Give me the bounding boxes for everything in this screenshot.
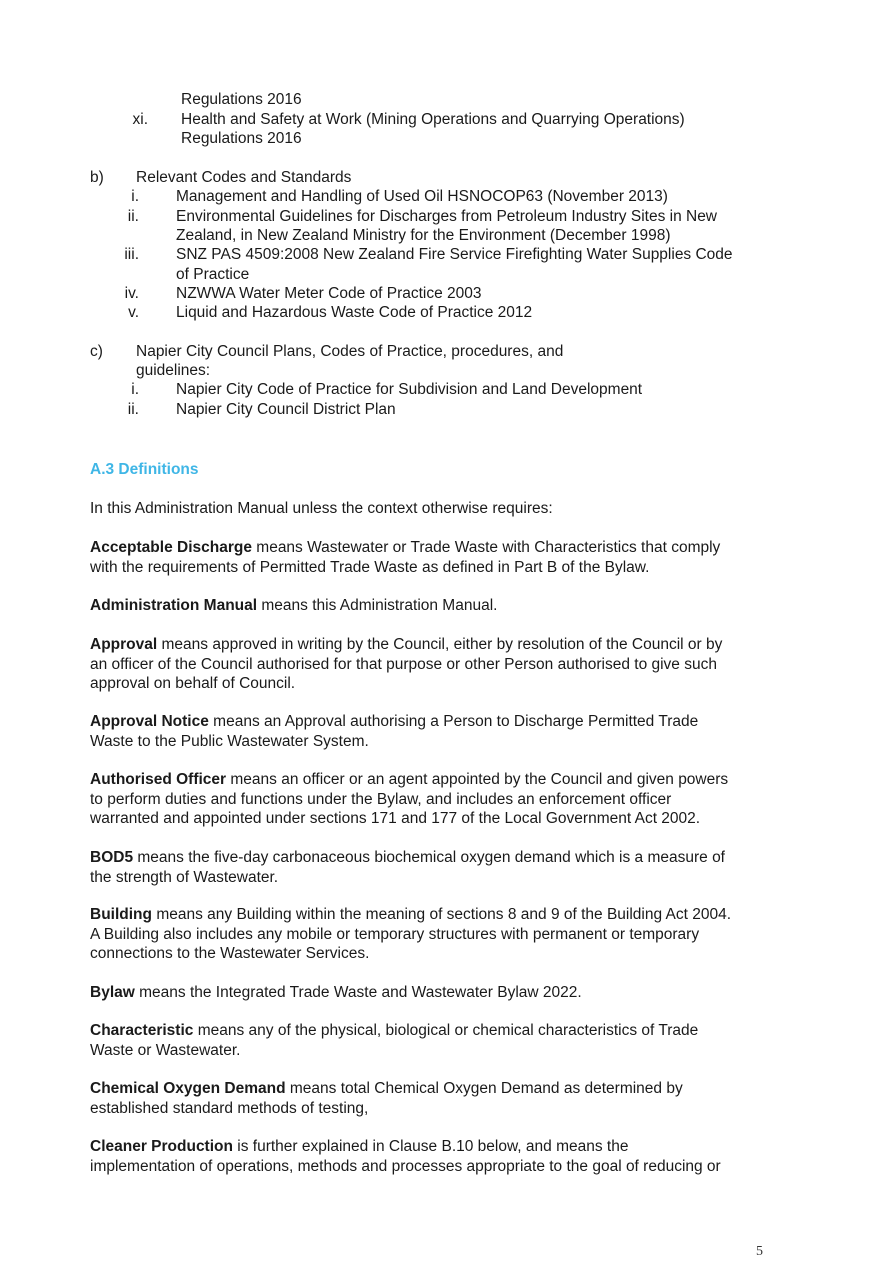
definition-text: means any Building within the meaning of sections 8 and 9 of the Building Act 2004. bbox=[156, 906, 732, 923]
list-item-text: Liquid and Hazardous Waste Code of Practice 2012 bbox=[176, 304, 533, 321]
list-marker: b) bbox=[90, 169, 104, 186]
definition-text: A Building also includes any mobile or temporary structures with permanent or temporary bbox=[90, 925, 700, 943]
definition-text: an officer of the Council authorised for that purpose or other Person authorised to give such bbox=[90, 655, 717, 673]
definition-text: means an officer or an agent appointed by the Council and given powers bbox=[230, 771, 729, 788]
definition-acceptable-discharge bbox=[90, 538, 795, 577]
definition-term: Cleaner Production bbox=[90, 1138, 233, 1155]
list-item-text: Environmental Guidelines for Discharges from Petroleum Industry Sites in New bbox=[176, 208, 718, 225]
definition-text: means the five-day carbonaceous biochemical oxygen demand which is a measure of bbox=[137, 849, 725, 866]
definition-text: Waste to the Public Wastewater System. bbox=[90, 732, 369, 750]
list-item-text: NZWWA Water Meter Code of Practice 2003 bbox=[176, 285, 482, 302]
definition-term: Building bbox=[90, 906, 152, 923]
list-item-number: xi. bbox=[132, 111, 148, 128]
list-item-text: Zealand, in New Zealand Ministry for the Environment (December 1998) bbox=[176, 227, 671, 244]
list-item-text: SNZ PAS 4509:2008 New Zealand Fire Service Firefighting Water Supplies Code bbox=[176, 246, 733, 263]
definition-cleaner-production bbox=[90, 1137, 795, 1176]
list-item-text: Napier City Council District Plan bbox=[176, 401, 396, 418]
definition-building bbox=[90, 905, 795, 964]
definition-administration-manual bbox=[90, 596, 795, 616]
list-item-number: v. bbox=[128, 304, 139, 321]
definition-text: means the Integrated Trade Waste and Wastewater Bylaw 2022. bbox=[139, 984, 582, 1001]
definition-chemical-oxygen-demand bbox=[90, 1079, 795, 1118]
list-item-number: i. bbox=[131, 381, 139, 398]
definition-authorised-officer bbox=[90, 770, 795, 829]
definition-text: is further explained in Clause B.10 below, and means the bbox=[237, 1138, 629, 1155]
definition-text: means total Chemical Oxygen Demand as determined by bbox=[289, 1080, 683, 1097]
definition-term: Chemical Oxygen Demand bbox=[90, 1080, 286, 1097]
definition-term: Authorised Officer bbox=[90, 771, 227, 788]
definition-text: connections to the Wastewater Services. bbox=[90, 945, 370, 962]
list-item-text: Regulations 2016 bbox=[181, 130, 302, 147]
intro-paragraph: In this Administration Manual unless the context otherwise requires: bbox=[90, 500, 553, 517]
definition-term: Bylaw bbox=[90, 984, 135, 1001]
list-item-text: Health and Safety at Work (Mining Operations and Quarrying Operations) bbox=[181, 111, 685, 128]
definition-text: implementation of operations, methods and processes appropriate to the goal of reducing or bbox=[90, 1157, 721, 1175]
definition-text: approval on behalf of Council. bbox=[90, 675, 296, 692]
list-item-text: of Practice bbox=[176, 266, 250, 283]
definition-text: Waste or Wastewater. bbox=[90, 1041, 241, 1059]
definition-characteristic bbox=[90, 1021, 795, 1060]
definition-text: with the requirements of Permitted Trade Waste as defined in Part B of the Bylaw. bbox=[90, 558, 650, 576]
list-item-number: ii. bbox=[127, 401, 139, 418]
definition-term: Administration Manual bbox=[90, 597, 258, 614]
definition-term: Approval Notice bbox=[90, 713, 209, 730]
definition-bod5 bbox=[90, 848, 795, 887]
list-item-text: Napier City Code of Practice for Subdivision and Land Development bbox=[176, 381, 643, 398]
definition-term: BOD5 bbox=[90, 849, 134, 866]
definition-text: means this Administration Manual. bbox=[261, 597, 498, 614]
definition-text: warranted and appointed under sections 171 and 177 of the Local Government Act 2002. bbox=[90, 810, 701, 827]
definition-text: means any of the physical, biological or chemical characteristics of Trade bbox=[197, 1022, 699, 1039]
definition-text: means Wastewater or Trade Waste with Characteristics that comply bbox=[256, 539, 721, 556]
list-item-number: i. bbox=[131, 188, 139, 205]
definition-approval bbox=[90, 635, 795, 694]
definition-text: established standard methods of testing, bbox=[90, 1099, 369, 1117]
list-item-continuation: Regulations 2016 bbox=[181, 91, 302, 108]
list-item-text: Management and Handling of Used Oil HSNOCOP63 (November 2013) bbox=[176, 188, 668, 205]
list-item-number: iii. bbox=[124, 246, 139, 263]
definition-bylaw bbox=[90, 983, 795, 1003]
list-marker: c) bbox=[90, 343, 103, 360]
list-item-number: iv. bbox=[124, 285, 139, 302]
definition-text: the strength of Wastewater. bbox=[90, 868, 279, 886]
definition-term: Acceptable Discharge bbox=[90, 539, 252, 556]
list-title: Relevant Codes and Standards bbox=[136, 169, 352, 186]
list-title: guidelines: bbox=[136, 362, 211, 379]
page-number: 5 bbox=[756, 1244, 763, 1259]
definition-text: to perform duties and functions under the Bylaw, and includes an enforcement officer bbox=[90, 790, 672, 808]
section-heading: A.3 Definitions bbox=[90, 461, 199, 478]
list-item-number: ii. bbox=[127, 208, 139, 225]
definition-term: Approval bbox=[90, 636, 158, 653]
definition-text: means approved in writing by the Council, either by resolution of the Council or by bbox=[161, 636, 723, 653]
definition-approval-notice bbox=[90, 712, 795, 751]
definition-term: Characteristic bbox=[90, 1022, 194, 1039]
definition-text: means an Approval authorising a Person to Discharge Permitted Trade bbox=[213, 713, 699, 730]
list-title: Napier City Council Plans, Codes of Practice, procedures, and bbox=[136, 343, 564, 360]
